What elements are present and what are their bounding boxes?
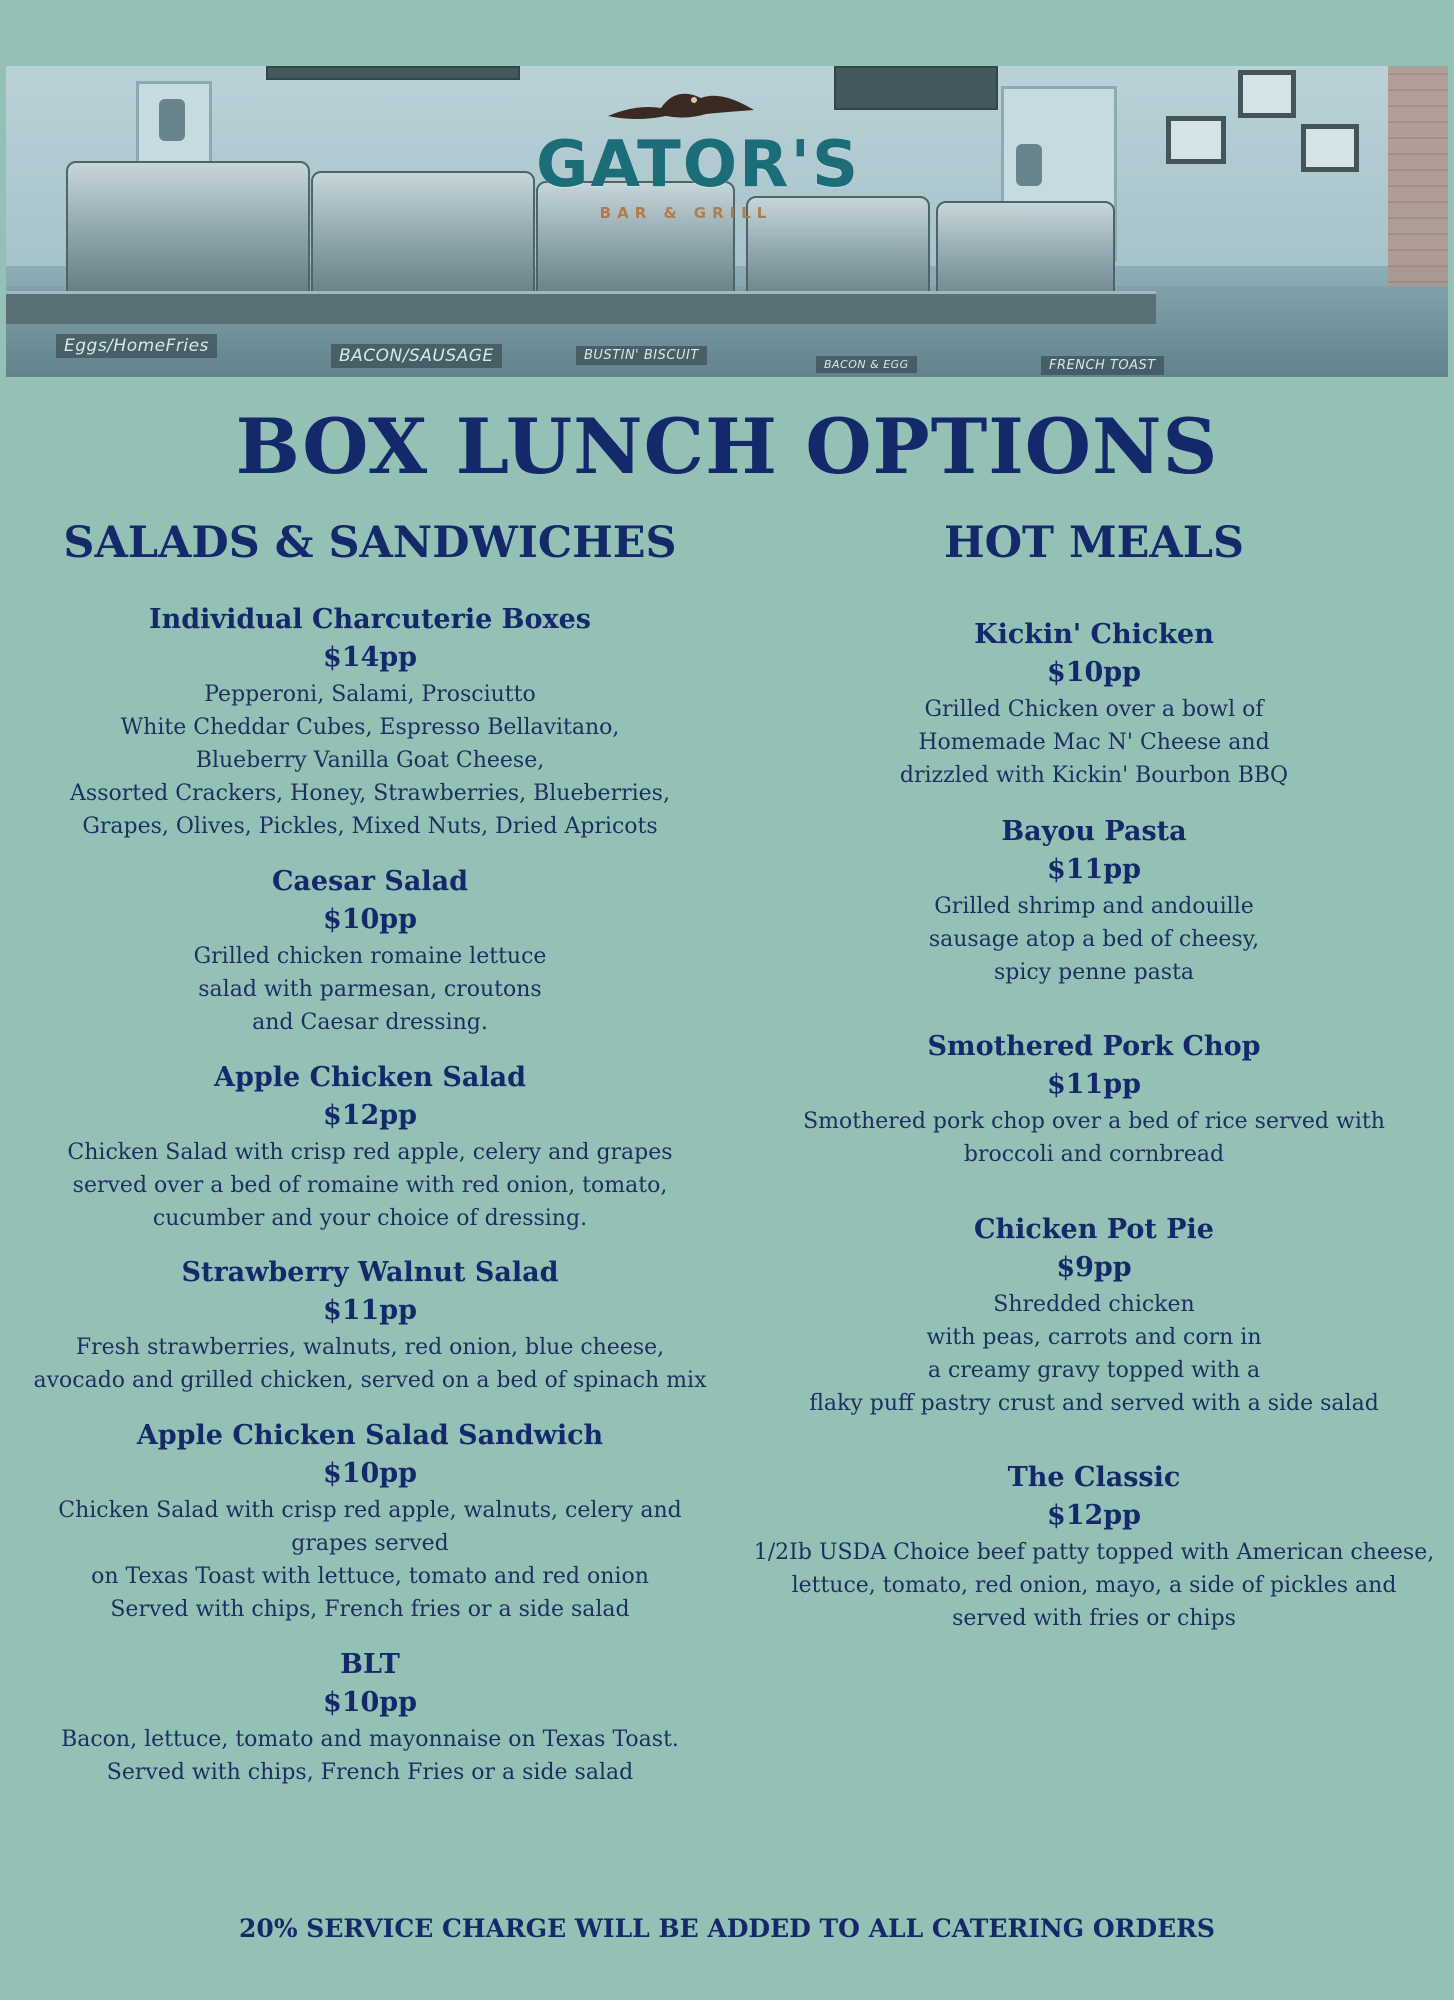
description-line: Bacon, lettuce, tomato and mayonnaise on Texas Toast. <box>61 1727 679 1752</box>
menu-item <box>20 1647 720 1789</box>
description-line: and Caesar dressing. <box>252 1010 488 1035</box>
description-line: with peas, carrots and corn in <box>926 1325 1262 1350</box>
item-price: $11pp <box>1046 854 1142 885</box>
description-line: Pepperoni, Salami, Prosciutto <box>204 682 536 707</box>
description-line: broccoli and cornbread <box>963 1142 1225 1167</box>
description-line: Smothered pork chop over a bed of rice served with <box>803 1109 1385 1134</box>
item-name: The Classic <box>1007 1462 1181 1493</box>
menu-item <box>744 1212 1444 1420</box>
item-price: $14pp <box>322 642 418 673</box>
item-description <box>744 1536 1444 1635</box>
description-line: grapes served <box>291 1531 449 1556</box>
description-line: Shredded chicken <box>993 1292 1195 1317</box>
description-line: spicy penne pasta <box>993 960 1195 985</box>
item-price: $10pp <box>322 1687 418 1718</box>
item-price: $12pp <box>322 1100 418 1131</box>
item-name: Kickin' Chicken <box>974 619 1214 650</box>
logo-subtitle: BAR & GRILL <box>599 204 773 222</box>
description-line: served over a bed of romaine with red onion, tomato, <box>72 1173 668 1198</box>
item-name: Smothered Pork Chop <box>927 1031 1261 1062</box>
salads-sandwiches-column <box>20 0 720 2000</box>
description-line: a creamy gravy topped with a <box>927 1358 1261 1383</box>
item-description <box>20 1723 720 1789</box>
description-line: avocado and grilled chicken, served on a bed of spinach mix <box>33 1368 707 1393</box>
item-price: $10pp <box>322 1458 418 1489</box>
item-name: Bayou Pasta <box>1001 816 1187 847</box>
description-line: served with fries or chips <box>952 1606 1236 1631</box>
menu-item <box>744 617 1444 792</box>
description-line: Chicken Salad with crisp red apple, celery and grapes <box>67 1140 673 1165</box>
item-price: $10pp <box>1046 657 1142 688</box>
item-name: Apple Chicken Salad <box>214 1062 526 1093</box>
chalk-label: BACON/SAUSAGE <box>331 344 502 368</box>
item-price: $10pp <box>322 904 418 935</box>
menu-item <box>20 1418 720 1626</box>
description-line: Grilled chicken romaine lettuce <box>193 944 547 969</box>
description-line: salad with parmesan, croutons <box>198 977 542 1002</box>
description-line: lettuce, tomato, red onion, mayo, a side of pickles and <box>791 1573 1397 1598</box>
chalk-label: Eggs/HomeFries <box>56 334 217 358</box>
item-name: Caesar Salad <box>271 866 469 897</box>
description-line: Served with chips, French fries or a side salad <box>110 1597 630 1622</box>
chalk-label: BUSTIN' BISCUIT <box>576 346 707 365</box>
item-name: Apple Chicken Salad Sandwich <box>136 1420 604 1451</box>
description-line: Grilled shrimp and andouille <box>934 894 1254 919</box>
item-name: Individual Charcuterie Boxes <box>149 604 591 635</box>
description-line: on Texas Toast with lettuce, tomato and red onion <box>91 1564 649 1589</box>
hot-meals-column <box>744 0 1444 2000</box>
description-line: 1/2Ib USDA Choice beef patty topped with American cheese, <box>753 1540 1435 1565</box>
description-line: flaky puff pastry crust and served with a side salad <box>809 1391 1379 1416</box>
item-description <box>20 940 720 1039</box>
section-heading-hot-meals: HOT MEALS <box>943 518 1245 568</box>
chalk-label: FRENCH TOAST <box>1041 356 1164 375</box>
item-description <box>20 678 720 843</box>
description-line: Grilled Chicken over a bowl of <box>924 697 1264 722</box>
description-line: Grapes, Olives, Pickles, Mixed Nuts, Dried Apricots <box>82 814 658 839</box>
description-line: cucumber and your choice of dressing. <box>152 1206 588 1231</box>
menu-item <box>20 864 720 1039</box>
item-description <box>744 1288 1444 1420</box>
description-line: drizzled with Kickin' Bourbon BBQ <box>899 763 1289 788</box>
menu-item <box>744 1029 1444 1171</box>
item-description <box>20 1136 720 1235</box>
description-line: Fresh strawberries, walnuts, red onion, blue cheese, <box>75 1335 665 1360</box>
menu-item <box>744 1460 1444 1635</box>
item-description <box>20 1494 720 1626</box>
description-line: sausage atop a bed of cheesy, <box>928 927 1260 952</box>
item-price: $11pp <box>322 1295 418 1326</box>
logo-name: GATOR'S <box>536 128 861 202</box>
item-price: $9pp <box>1056 1252 1132 1283</box>
item-name: Strawberry Walnut Salad <box>181 1257 559 1288</box>
item-price: $11pp <box>1046 1069 1142 1100</box>
item-name: Chicken Pot Pie <box>974 1214 1214 1245</box>
description-line: Chicken Salad with crisp red apple, walnuts, celery and <box>58 1498 682 1523</box>
item-description <box>20 1331 720 1397</box>
item-description <box>744 890 1444 989</box>
item-description <box>744 1105 1444 1171</box>
description-line: Blueberry Vanilla Goat Cheese, <box>195 748 545 773</box>
section-heading-salads-sandwiches: SALADS & SANDWICHES <box>63 518 677 568</box>
description-line: Served with chips, French Fries or a side salad <box>106 1760 634 1785</box>
description-line: Assorted Crackers, Honey, Strawberries, Blueberries, <box>70 781 670 806</box>
chalk-label: BACON & EGG <box>816 356 917 373</box>
menu-item <box>20 602 720 843</box>
page-title: BOX LUNCH OPTIONS <box>235 402 1219 491</box>
service-charge-note: 20% SERVICE CHARGE WILL BE ADDED TO ALL CATERING ORDERS <box>239 1914 1215 1943</box>
item-price: $12pp <box>1046 1500 1142 1531</box>
item-description <box>744 693 1444 792</box>
description-line: Homemade Mac N' Cheese and <box>918 730 1270 755</box>
menu-item <box>20 1255 720 1397</box>
menu-item <box>20 1060 720 1235</box>
item-name: BLT <box>340 1649 400 1680</box>
description-line: White Cheddar Cubes, Espresso Bellavitano, <box>120 715 620 740</box>
menu-item <box>744 814 1444 989</box>
